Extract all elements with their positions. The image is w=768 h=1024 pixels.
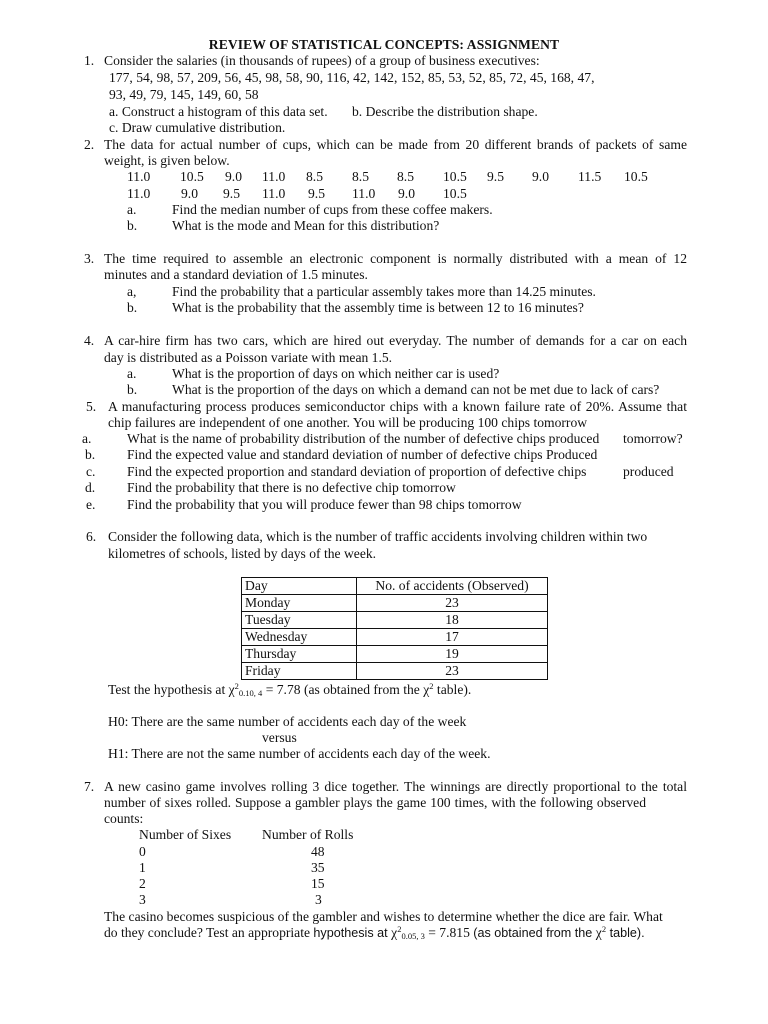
chi-symbol: χ xyxy=(228,682,235,697)
question-text-line-1: A manufacturing process produces semiconductor chips with a known failure rate of 20%. Assume that xyxy=(108,399,687,414)
sixes-value: 3 xyxy=(139,892,146,907)
data-value: 11.0 xyxy=(127,186,151,201)
data-value: 11.0 xyxy=(262,186,286,201)
question-text-line-2: minutes and a standard deviation of 1.5 minutes. xyxy=(104,267,368,282)
alternative-hypothesis: H1: There are not the same number of accidents each day of the week. xyxy=(108,746,491,761)
rolls-value: 15 xyxy=(311,876,325,891)
question-text-line-2: weight, is given below. xyxy=(104,153,230,168)
subquestion-a: Find the probability that a particular assembly takes more than 14.25 minutes. xyxy=(172,284,596,299)
data-value: 8.5 xyxy=(306,169,323,184)
data-value: 9.0 xyxy=(532,169,549,184)
subquestion-label: e. xyxy=(86,497,96,512)
subquestion-label: a, xyxy=(127,284,137,299)
sixes-value: 2 xyxy=(139,876,146,891)
data-value: 11.0 xyxy=(262,169,286,184)
subquestion-b: What is the mode and Mean for this distribution? xyxy=(172,218,440,233)
conclusion-text-line-2: do they conclude? Test an appropriate hypothesis at $\chi^2_{0.05, 3} = 7.815$ (as obtained from the $\chi^2$ table). xyxy=(104,924,645,941)
page-title: REVIEW OF STATISTICAL CONCEPTS: ASSIGNMENT xyxy=(208,37,560,52)
subquestion-label: b. xyxy=(85,447,96,462)
question-text: Consider the salaries (in thousands of rupees) of a group of business executives: xyxy=(104,53,540,68)
data-value: 9.0 xyxy=(181,186,198,201)
table-row xyxy=(242,612,548,629)
question-text-line-1: A new casino game involves rolling 3 dice together. The winnings are directly proportional to the total xyxy=(104,779,687,794)
subquestion-b: What is the proportion of the days on which a demand can not be met due to lack of cars? xyxy=(172,382,660,397)
subquestion-a-tail: tomorrow? xyxy=(623,431,683,446)
question-text-line-3: counts: xyxy=(104,811,144,826)
subquestion-a: a. Construct a histogram of this data set. xyxy=(109,104,328,119)
sixes-value: 1 xyxy=(139,860,146,875)
table-cell-day: Friday xyxy=(242,663,357,680)
question-number: 2. xyxy=(84,137,95,152)
data-value: 10.5 xyxy=(624,169,648,184)
rolls-value: 35 xyxy=(311,860,325,875)
conclusion-text-line-1: The casino becomes suspicious of the gambler and wishes to determine whether the dice are fair. What xyxy=(104,909,663,924)
table-cell-count: 19 xyxy=(357,646,548,663)
question-text-line-2: number of sixes rolled. Suppose a gambler plays the game 100 times, with the following observed xyxy=(104,795,646,810)
subquestion-c: Find the expected proportion and standard deviation of proportion of defective chips xyxy=(127,464,587,479)
subquestion-e: Find the probability that you will produce fewer than 98 chips tomorrow xyxy=(127,497,522,512)
subquestion-label: a. xyxy=(127,202,137,217)
versus-label: versus xyxy=(262,730,297,745)
subquestion-label: b. xyxy=(127,300,138,315)
salary-data-line-2: 93, 49, 79, 145, 149, 60, 58 xyxy=(109,87,259,102)
subquestion-b: What is the probability that the assembly time is between 12 to 16 minutes? xyxy=(172,300,584,315)
question-number: 1. xyxy=(84,53,95,68)
question-text-line-1: Consider the following data, which is the number of traffic accidents involving children within two xyxy=(108,529,648,544)
subquestion-a: What is the name of probability distribution of the number of defective chips produced xyxy=(127,431,600,446)
table-cell-day: Tuesday xyxy=(242,612,357,629)
table-row xyxy=(242,646,548,663)
question-text-line-1: The time required to assemble an electronic component is normally distributed with a mean of 12 xyxy=(104,251,687,266)
table-header: Day xyxy=(242,578,357,595)
table-row xyxy=(242,663,548,680)
salary-data-line-1: 177, 54, 98, 57, 209, 56, 45, 98, 58, 90, 116, 42, 142, 152, 85, 53, 52, 85, 72, 45, 168, 47, xyxy=(109,70,595,85)
data-value: 11.0 xyxy=(352,186,376,201)
data-value: 10.5 xyxy=(443,186,467,201)
subquestion-label: b. xyxy=(127,218,138,233)
table-cell-day: Monday xyxy=(242,595,357,612)
data-value: 9.5 xyxy=(308,186,325,201)
table-row xyxy=(242,595,548,612)
chi-symbol: χ xyxy=(423,682,430,697)
question-text-line-1: The data for actual number of cups, which can be made from 20 different brands of packets of same xyxy=(104,137,687,152)
sixes-value: 0 xyxy=(139,844,146,859)
question-text-line-2: kilometres of schools, listed by days of the week. xyxy=(108,546,377,561)
table-cell-day: Thursday xyxy=(242,646,357,663)
data-value: 11.5 xyxy=(578,169,602,184)
subquestion-label: d. xyxy=(85,480,96,495)
data-value: 9.5 xyxy=(487,169,504,184)
chi-symbol: χ xyxy=(595,925,602,940)
question-number: 5. xyxy=(86,399,97,414)
subquestion-a: What is the proportion of days on which neither car is used? xyxy=(172,366,500,381)
subquestion-label: c. xyxy=(86,464,96,479)
question-number: 6. xyxy=(86,529,97,544)
question-text-line-1: A car-hire firm has two cars, which are hired out everyday. The number of demands for a car on each xyxy=(104,333,687,348)
data-value: 8.5 xyxy=(397,169,414,184)
subquestion-label: a. xyxy=(127,366,137,381)
subquestion-c-tail: produced xyxy=(623,464,674,479)
table-header: No. of accidents (Observed) xyxy=(357,578,548,595)
question-number: 3. xyxy=(84,251,95,266)
data-value: 9.5 xyxy=(223,186,240,201)
data-value: 10.5 xyxy=(443,169,467,184)
table-cell-count: 17 xyxy=(357,629,548,646)
null-hypothesis: H0: There are the same number of accidents each day of the week xyxy=(108,714,467,729)
subquestion-d: Find the probability that there is no defective chip tomorrow xyxy=(127,480,456,495)
rolls-value: 3 xyxy=(315,892,322,907)
data-value: 8.5 xyxy=(352,169,369,184)
question-text-line-2: chip failures are independent of one another. You will be producing 100 chips tomorrow xyxy=(108,415,588,430)
table-header-row xyxy=(242,578,548,595)
rolls-value: 48 xyxy=(311,844,325,859)
chi-symbol: χ xyxy=(391,925,398,940)
question-number: 7. xyxy=(84,779,95,794)
data-value: 9.0 xyxy=(225,169,242,184)
table-cell-count: 23 xyxy=(357,663,548,680)
subquestion-label: a. xyxy=(82,431,92,446)
subquestion-a: Find the median number of cups from these coffee makers. xyxy=(172,202,493,217)
accidents-table xyxy=(241,577,548,680)
column-header-sixes: Number of Sixes xyxy=(139,827,232,842)
table-cell-count: 18 xyxy=(357,612,548,629)
column-header-rolls: Number of Rolls xyxy=(262,827,354,842)
question-text-line-2: day is distributed as a Poisson variate with mean 1.5. xyxy=(104,350,393,365)
subquestion-label: b. xyxy=(127,382,138,397)
subquestion-b: Find the expected value and standard deviation of number of defective chips Produced xyxy=(127,447,598,462)
table-cell-count: 23 xyxy=(357,595,548,612)
question-number: 4. xyxy=(84,333,95,348)
subquestion-c: c. Draw cumulative distribution. xyxy=(109,120,286,135)
data-value: 9.0 xyxy=(398,186,415,201)
hypothesis-test-line: Test the hypothesis at $\chi^2_{0.10, 4} = 7.78$ (as obtained from the $\chi^2$ table). xyxy=(108,681,472,698)
data-value: 10.5 xyxy=(180,169,204,184)
subquestion-b: b. Describe the distribution shape. xyxy=(352,104,538,119)
table-cell-day: Wednesday xyxy=(242,629,357,646)
table-row xyxy=(242,629,548,646)
data-value: 11.0 xyxy=(127,169,151,184)
